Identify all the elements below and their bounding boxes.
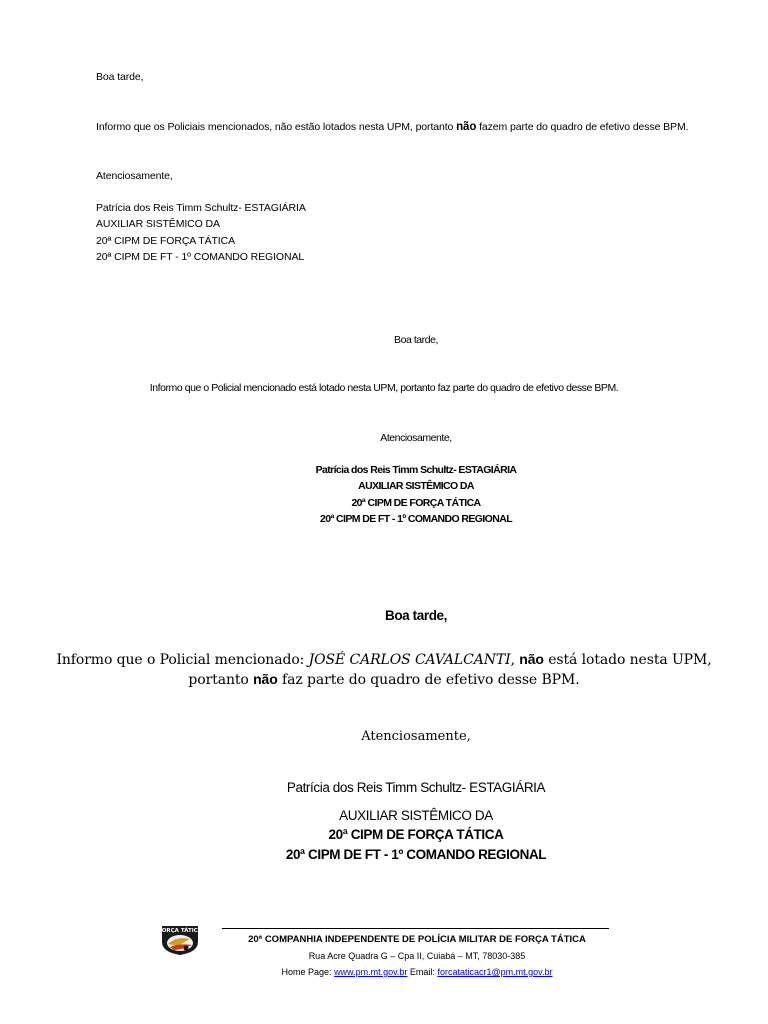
message-3-line-2-bold: não xyxy=(253,671,278,687)
signature-command-2: 20ª CIPM DE FT - 1º COMANDO REGIONAL xyxy=(319,513,513,525)
homepage-label: Home Page: xyxy=(281,967,335,977)
signature-command-1: 20ª CIPM DE FT - 1º COMANDO REGIONAL xyxy=(96,251,305,263)
message-3-before: Informo que o Policial mencionado: xyxy=(56,652,309,668)
message-3-line-2 xyxy=(0,671,768,688)
greeting-1: Boa tarde, xyxy=(96,71,144,83)
signature-role-3: AUXILIAR SISTÊMICO DA xyxy=(339,808,493,823)
signature-name-1: Patrícia dos Reis Timm Schultz- ESTAGIÁRIA xyxy=(96,202,306,214)
message-3-line-2-before: portanto xyxy=(188,672,254,688)
message-1 xyxy=(96,121,688,133)
greeting-3: Boa tarde, xyxy=(384,608,448,623)
homepage-link[interactable]: www.pm.mt.gov.br xyxy=(334,967,408,977)
signature-command-3: 20ª CIPM DE FT - 1º COMANDO REGIONAL xyxy=(285,847,547,862)
signature-unit-1: 20ª CIPM DE FORÇA TÁTICA xyxy=(96,235,235,247)
signature-role-2: AUXILIAR SISTÊMICO DA xyxy=(358,480,474,492)
closing-3: Atenciosamente, xyxy=(361,729,471,744)
signature-unit-3: 20ª CIPM DE FORÇA TÁTICA xyxy=(328,827,504,842)
signature-role-1: AUXILIAR SISTÊMICO DA xyxy=(96,218,220,230)
logo-text: FORÇA TÁTICA xyxy=(158,928,202,934)
message-3-after: está lotado nesta UPM, xyxy=(543,652,712,668)
email-link[interactable]: forcataticacr1@pm.mt.gov.br xyxy=(437,967,553,977)
footer-company: 20ª COMPANHIA INDEPENDENTE DE POLÍCIA MILITAR DE FORÇA TÁTICA xyxy=(248,934,586,945)
closing-1: Atenciosamente, xyxy=(96,170,173,182)
policeman-name: JOSÉ CARLOS CAVALCANTI xyxy=(308,652,511,668)
message-1-after: fazem parte do quadro de efetivo desse BPM. xyxy=(476,121,689,133)
email-label: Email: xyxy=(407,967,438,977)
message-3-line-2-after: faz parte do quadro de efetivo desse BPM. xyxy=(277,672,580,688)
signature-name-3: Patrícia dos Reis Timm Schultz- ESTAGIÁRIA xyxy=(286,780,546,795)
message-2: Informo que o Policial mencionado está lotado nesta UPM, portanto faz parte do quadro de efetivo desse BPM. xyxy=(149,382,619,394)
signature-name-2: Patrícia dos Reis Timm Schultz- ESTAGIÁRIA xyxy=(315,464,517,476)
footer-divider xyxy=(222,928,609,929)
signature-unit-2: 20ª CIPM DE FORÇA TÁTICA xyxy=(351,497,481,509)
message-3-comma: , xyxy=(510,652,520,668)
message-3-line-1 xyxy=(0,651,768,668)
message-3-bold: não xyxy=(519,651,544,667)
forca-tatica-logo-icon xyxy=(158,924,202,956)
greeting-2: Boa tarde, xyxy=(394,334,438,346)
message-1-bold: não xyxy=(456,121,477,133)
closing-2: Atenciosamente, xyxy=(380,432,452,444)
footer-contact xyxy=(242,967,592,977)
message-1-before: Informo que os Policiais mencionados, não estão lotados nesta UPM, portanto xyxy=(96,121,457,133)
footer-address: Rua Acre Quadra G – Cpa II, Cuiabá – MT, 78030-385 xyxy=(308,951,526,961)
